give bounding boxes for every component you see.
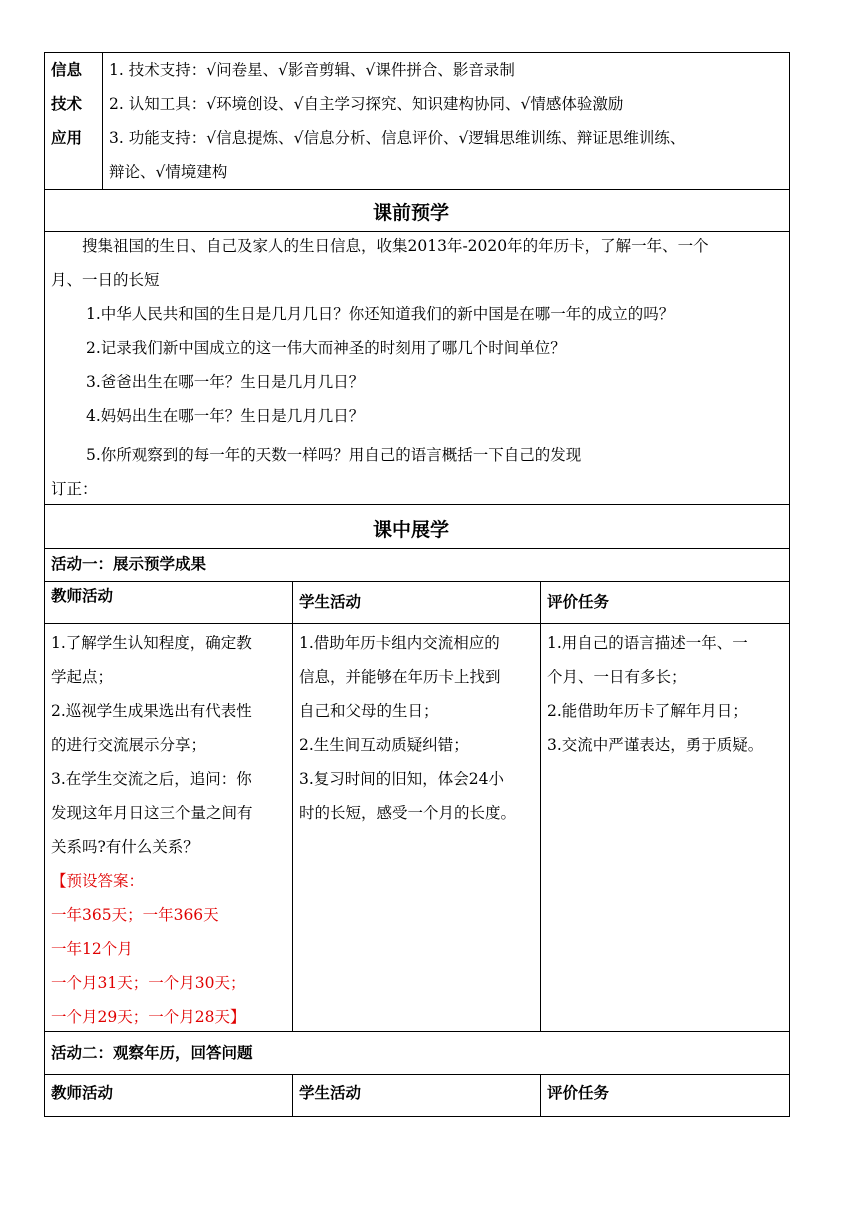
student-line: 时的长短，感受一个月的长度。	[299, 804, 517, 822]
student-line: 自己和父母的生日；	[299, 702, 439, 720]
teacher-line: 的进行交流展示分享；	[51, 736, 207, 754]
activity2-title: 活动二：观察年历，回答问题	[51, 1044, 253, 1062]
teacher-line: 发现这年月日这三个量之间有	[51, 804, 253, 822]
col-student-header-2: 学生活动	[299, 1084, 362, 1102]
info-line: 3. 功能支持：√信息提炼、√信息分析、信息评价、√逻辑思维训练、辩证思维训练、	[109, 129, 686, 147]
answer-line: 一个月29天；一个月28天】	[51, 1008, 246, 1026]
answer-line: 一个月31天；一个月30天；	[51, 974, 246, 992]
question-item: 1.中华人民共和国的生日是几月几日？你还知道我们的新中国是在哪一年的成立的吗？	[86, 305, 675, 323]
teacher-line: 1.了解学生认知程度，确定教	[51, 634, 252, 652]
preview-intro: 搜集祖国的生日、自己及家人的生日信息，收集2013年-2020年的年历卡，了解一年、一个	[82, 237, 709, 255]
col-eval-header-2: 评价任务	[547, 1084, 610, 1102]
correction-label: 订正：	[51, 480, 98, 498]
info-label-line: 应用	[51, 129, 83, 147]
teacher-line: 关系吗?有什么关系？	[51, 838, 199, 856]
preview-heading: 课前预学	[373, 202, 450, 224]
info-line: 2. 认知工具：√环境创设、√自主学习探究、知识建构协同、√情感体验激励	[109, 95, 624, 113]
question-item: 3.爸爸出生在哪一年？生日是几月几日？	[86, 373, 365, 391]
answer-line: 一年365天；一年366天	[51, 906, 219, 924]
col-student-header: 学生活动	[299, 593, 362, 611]
student-line: 1.借助年历卡组内交流相应的	[299, 634, 500, 652]
info-label-line: 技术	[51, 95, 83, 113]
col-teacher-header: 教师活动	[51, 587, 114, 605]
question-item: 5.你所观察到的每一年的天数一样吗？用自己的语言概括一下自己的发现	[86, 446, 582, 464]
question-item: 2.记录我们新中国成立的这一伟大而神圣的时刻用了哪几个时间单位？	[86, 339, 566, 357]
eval-line: 2.能借助年历卡了解年月日；	[547, 702, 748, 720]
eval-line: 3.交流中严谨表达，勇于质疑。	[547, 736, 764, 754]
answer-line: 一年12个月	[51, 940, 133, 958]
preview-intro: 月、一日的长短	[51, 271, 160, 289]
student-line: 信息，并能够在年历卡上找到	[299, 668, 501, 686]
info-line: 辩论、√情境建构	[109, 163, 228, 181]
student-line: 3.复习时间的旧知，体会24小	[299, 770, 505, 788]
teacher-line: 3.在学生交流之后，追问：你	[51, 770, 252, 788]
inclass-heading: 课中展学	[373, 519, 450, 541]
col-teacher-header-2: 教师活动	[51, 1084, 114, 1102]
activity1-title: 活动一：展示预学成果	[51, 555, 207, 573]
answer-line: 【预设答案：	[51, 872, 145, 890]
info-label-line: 信息	[51, 61, 83, 79]
teacher-line: 2.巡视学生成果选出有代表性	[51, 702, 252, 720]
teacher-line: 学起点；	[51, 668, 114, 686]
col-eval-header: 评价任务	[547, 593, 610, 611]
student-line: 2.生生间互动质疑纠错；	[299, 736, 469, 754]
eval-line: 1.用自己的语言描述一年、一	[547, 634, 748, 652]
eval-line: 个月、一日有多长；	[547, 668, 687, 686]
question-item: 4.妈妈出生在哪一年？生日是几月几日？	[86, 407, 365, 425]
info-line: 1. 技术支持：√问卷星、√影音剪辑、√课件拼合、影音录制	[109, 61, 515, 79]
